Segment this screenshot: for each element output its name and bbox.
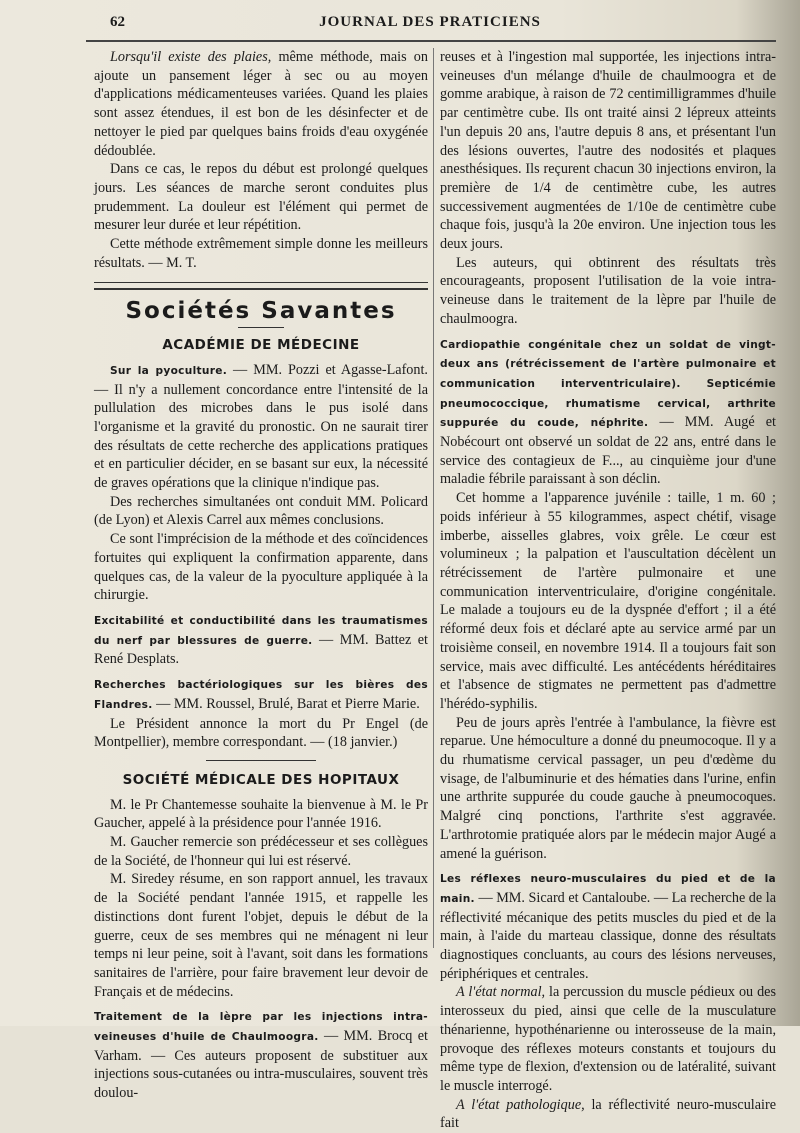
etat-pathologique-paragraph (440, 1096, 776, 1133)
paragraph-method: Cette méthode extrêmement simple donne les meilleurs résultats. — M. T. (94, 236, 428, 271)
cardiopathie-topic: Cardiopathie congénitale chez un soldat de vingt-deux ans (rétrécissement de l'artère pulmonaire et communication interventriculaire). Septicémie pneumococcique, rhumatisme cervical, arthrite suppurée du coude, néphrite. (440, 338, 776, 430)
pyoculture-paragraph-3: Ce sont l'imprécision de la méthode et des coïncidences fortuites qui expliquent la confirmation apparente, dans quelques cas, de la valeur de la pyoculture appliquée à la chirurgie. (94, 531, 428, 604)
cardiopathie-paragraph-2: Cet homme a l'apparence juvénile : taille, 1 m. 60 ; poids inférieur à 55 kilogrammes, aspect chétif, visage imberbe, aisselles glabres, voix grêle. Le cœur est volumineux ; la palpation et l'auscultation décèlent un rétrécissement de l'artère pulmonaire et une communication interventriculaire, d'origine congénitale. Le malade a toujours eu de la dyspnée d'effort ; il a été réformé deux fois et déclaré apte au service armé par un troisième conseil, en novembre 1914. Il a toujours fait son service, mais avec difficulté. Les antécédents héréditaires et l'absence de stigmates ne permettent pas d'admettre l'hérédo-syphilis. (440, 490, 776, 712)
pyoculture-authors: — MM. Pozzi et Agasse-Lafont. — (94, 361, 428, 398)
reflexes-entry (440, 869, 776, 983)
etat-normal-emphasis: A l'état normal, (456, 984, 546, 1001)
cardiopathie-entry (440, 335, 776, 490)
academie-heading: ACADÉMIE DE MÉDECINE (162, 337, 360, 354)
column-divider (433, 48, 434, 948)
lepre-conclusion: Les auteurs, qui obtinrent des résultats très encourageants, proposent l'utilisation de la voie intra-veineuse dans le traitement de la lèpre par l'huile de chaulmoogra. (440, 254, 776, 327)
excitabilite-topic: Excitabilité et conductibilité dans les traumatismes du nerf par blessures de guerre. (94, 614, 428, 647)
header-rule (86, 40, 776, 42)
paragraph-rest: Dans ce cas, le repos du début est prolongé quelques jours. Les séances de marche seront conduites plus prudemment. La douleur est l'élément qui permet de mesurer leur durée et leur répétition. (94, 161, 428, 234)
running-title: JOURNAL DES PRATICIENS (319, 14, 541, 30)
pyoculture-paragraph-2: Des recherches simultanées ont conduit MM. Policard (de Lyon) et Alexis Carrel aux mêmes conclusions. (94, 493, 428, 529)
reflexes-authors: — MM. Sicard et Cantaloube. (474, 889, 651, 906)
intro-text: même méthode, mais on ajoute un pansement léger à sec ou au moyen d'applications médicamenteuses variées. Quand les plaies sont assez étendues, il est bon de les désinfecter et de nettoyer le pied par quelques bains froids d'eau oxygénée dédoublée. (94, 49, 428, 159)
lepre-text: — Ces auteurs proposent de substituer aux injections sous-cutanées ou intra-musculaires, souvent très doulou- (94, 1047, 428, 1102)
excitabilite-entry (94, 611, 428, 669)
bacterio-topic: Recherches bactériologiques sur les bières des Flandres. (94, 679, 428, 711)
bacterio-authors: — MM. Roussel, Brulé, Barat et Pierre Marie. (152, 695, 420, 712)
right-column (440, 48, 776, 1133)
hopitaux-paragraph-2: M. Gaucher remercie son prédécesseur et ses collègues de la Société, de l'honneur qui lui est réservé. (94, 834, 428, 869)
reflexes-topic: Les réflexes neuro-musculaires du pied et de la main. (440, 873, 776, 905)
section-title: Sociétés Savantes (125, 298, 397, 325)
intro-paragraph (94, 48, 428, 160)
cardiopathie-paragraph-3: Peu de jours après l'entrée à l'ambulance, la fièvre est reparue. Une hémoculture a donné du pneumocoque. Il y a du rhumatisme cervical passager, un peu d'œdème du visage, de l'albuminurie et des hématies dans l'urine, enfin une arthrite suppurée du coude gauche à pneumocoques. Malgré cinq ponctions, l'arthrite s'est aggravée. L'arthrotomie pratiquée alors par le médecin major Augé a amené la guérison. (440, 714, 776, 862)
hopitaux-paragraph-1: M. le Pr Chantemesse souhaite la bienvenue à M. le Pr Gaucher, appelé à la présidence pour l'année 1916. (94, 796, 428, 832)
death-notice: Le Président annonce la mort du Pr Engel (de Montpellier), membre correspondant. — (18 janvier.) (94, 715, 428, 751)
cardiopathie-authors: — MM. Augé et Nobécourt (440, 414, 776, 451)
pyoculture-text: Il n'y a nullement concordance entre l'intensité de la pullulation des microbes dans le pus isolé dans l'organisme et la gravité du pronostic. On ne saurait tirer des résultats de cette recherche des applications pratiques et en particulier décider, en se basant sur eux, la nécessité de graves opérations que la clinique n'indique pas. (94, 381, 428, 492)
section-rule (94, 282, 428, 290)
intro-emphasis: Lorsqu'il existe des plaies, (110, 49, 272, 65)
hopitaux-paragraph-3: M. Siredey résume, en son rapport annuel, les travaux de la Société pendant l'année 1915, et rappelle les distinctions dont furent l'objet, depuis le début de la guerre, ceux de ses membres qui ne ménagent ni leur temps ni leur peine, soit à l'avant, soit dans les formations sanitaires de l'arrière, pour faire bravement leur devoir de Français et de médecins. (94, 871, 428, 1000)
lepre-authors: — MM. Brocq et Varham. (94, 1028, 428, 1064)
etat-pathologique-emphasis: A l'état pathologique, (456, 1096, 585, 1113)
lepre-topic: Traitement de la lèpre par les injections intra-veineuses d'huile de Chaulmoogra. (94, 1011, 428, 1044)
pyoculture-entry (94, 361, 428, 493)
cardiopathie-text: ont observé un soldat de 22 ans, entré dans le service des contagieux de F..., au cinquième jour d'une maladie fébrile paraissant à son déclin. (440, 434, 776, 488)
hopitaux-heading: SOCIÉTÉ MÉDICALE DES HOPITAUX (122, 771, 400, 788)
bacterio-entry (94, 675, 428, 714)
etat-pathologique-text: la réflectivité neuro-musculaire fait (440, 1096, 776, 1132)
reflexes-text: — La recherche de la réflectivité mécanique des petits muscles du pied et de la main, à l'aide du marteau classique, donne des résultats diagnostiques concluants, au cours des lésions nerveuses, périphériques et centrales. (440, 889, 776, 982)
separator-rule (206, 760, 316, 761)
lepre-continuation: reuses et à l'ingestion mal supportée, les injections intra-veineuses d'un mélange d'huile de chaulmoogra et de gomme arabique, à raison de 72 centimilligrammes d'huile par centimètre cube. Ils ont traité ainsi 2 lépreux atteints l'un depuis 20 ans, l'autre depuis 8 ans, et présentant l'un des lésions ouvertes, l'autre des nodosités et plaques anesthésiques. Ils reçurent chacun 30 injections environ, la première de 1/4 de centimètre cube, les autres successivement augmentées de 1/10e de centimètre cube chaque fois, jusqu'à la 20e environ. Une injection tous les deux jours. (440, 49, 776, 253)
title-underline (238, 327, 284, 328)
lepre-entry (94, 1007, 428, 1103)
pyoculture-topic: Sur la pyoculture. (110, 364, 228, 377)
etat-normal-paragraph (440, 983, 776, 1095)
etat-normal-text: la percussion du muscle pédieux ou des interosseux du pied, ainsi que celle de la musculature thénarienne, hypothénarienne ou interosseuse de la main, provoque des réflexes moteurs constants et toujours du même type de flexion, d'extension ou de latéralité, suivant le muscle interrogé. (440, 984, 776, 1094)
page-number: 62 (110, 14, 125, 30)
excitabilite-authors: — MM. Battez et René Desplats. (94, 631, 428, 668)
left-column (94, 48, 428, 1103)
page-header (0, 14, 780, 38)
